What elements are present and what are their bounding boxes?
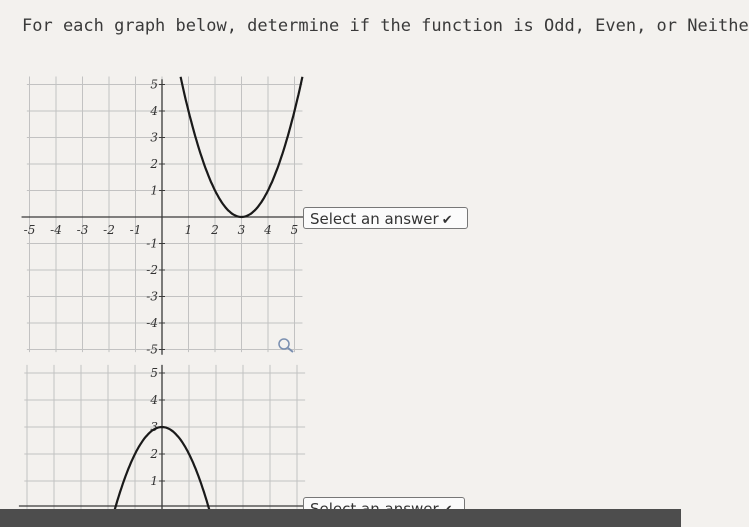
y-tick-label: 2 <box>150 157 158 171</box>
graph-1 <box>23 77 299 357</box>
x-tick-label: 3 <box>237 223 246 237</box>
graph-2 <box>35 368 290 509</box>
x-tick-label: -2 <box>103 223 115 237</box>
y-tick-label: -4 <box>146 316 158 330</box>
y-tick-label: 3 <box>150 130 158 145</box>
answer-select-1[interactable] <box>303 207 468 229</box>
y-tick-label: -2 <box>146 263 158 277</box>
y-tick-label: 2 <box>150 447 158 461</box>
y-tick-label: 5 <box>150 77 158 92</box>
instruction-text: For each graph below, determine if the function is Odd, Even, or Neithe <box>22 16 749 36</box>
y-tick-label: 1 <box>150 474 158 488</box>
magnifier-icon[interactable] <box>276 336 296 354</box>
y-tick-label: 4 <box>150 104 158 118</box>
y-tick-label: 5 <box>150 366 158 380</box>
answer-select-1-label: Select an answer <box>310 210 439 228</box>
graph-2-axes <box>19 365 308 509</box>
graph-1-axes <box>22 79 306 355</box>
graph-1-x-ticks <box>24 223 299 237</box>
x-tick-label: -3 <box>76 223 89 237</box>
x-tick-label: -1 <box>129 223 142 237</box>
x-tick-label: 2 <box>211 223 219 237</box>
y-tick-label: 3 <box>150 420 158 434</box>
graph-2-grid <box>24 365 305 509</box>
x-tick-label: 4 <box>264 223 272 237</box>
graph-1-grid <box>27 77 303 353</box>
bottom-bar <box>0 509 681 527</box>
x-tick-label: 5 <box>290 223 299 237</box>
y-tick-label: -1 <box>146 236 158 251</box>
y-tick-label: 1 <box>150 183 158 198</box>
chevron-down-icon: ✔ <box>441 213 453 228</box>
y-tick-label: 4 <box>150 393 158 407</box>
x-tick-label: -4 <box>50 223 62 237</box>
y-tick-label: -3 <box>146 289 158 304</box>
y-tick-label: -5 <box>146 342 158 357</box>
x-tick-label: 1 <box>184 223 193 237</box>
x-tick-label: -5 <box>23 223 36 237</box>
